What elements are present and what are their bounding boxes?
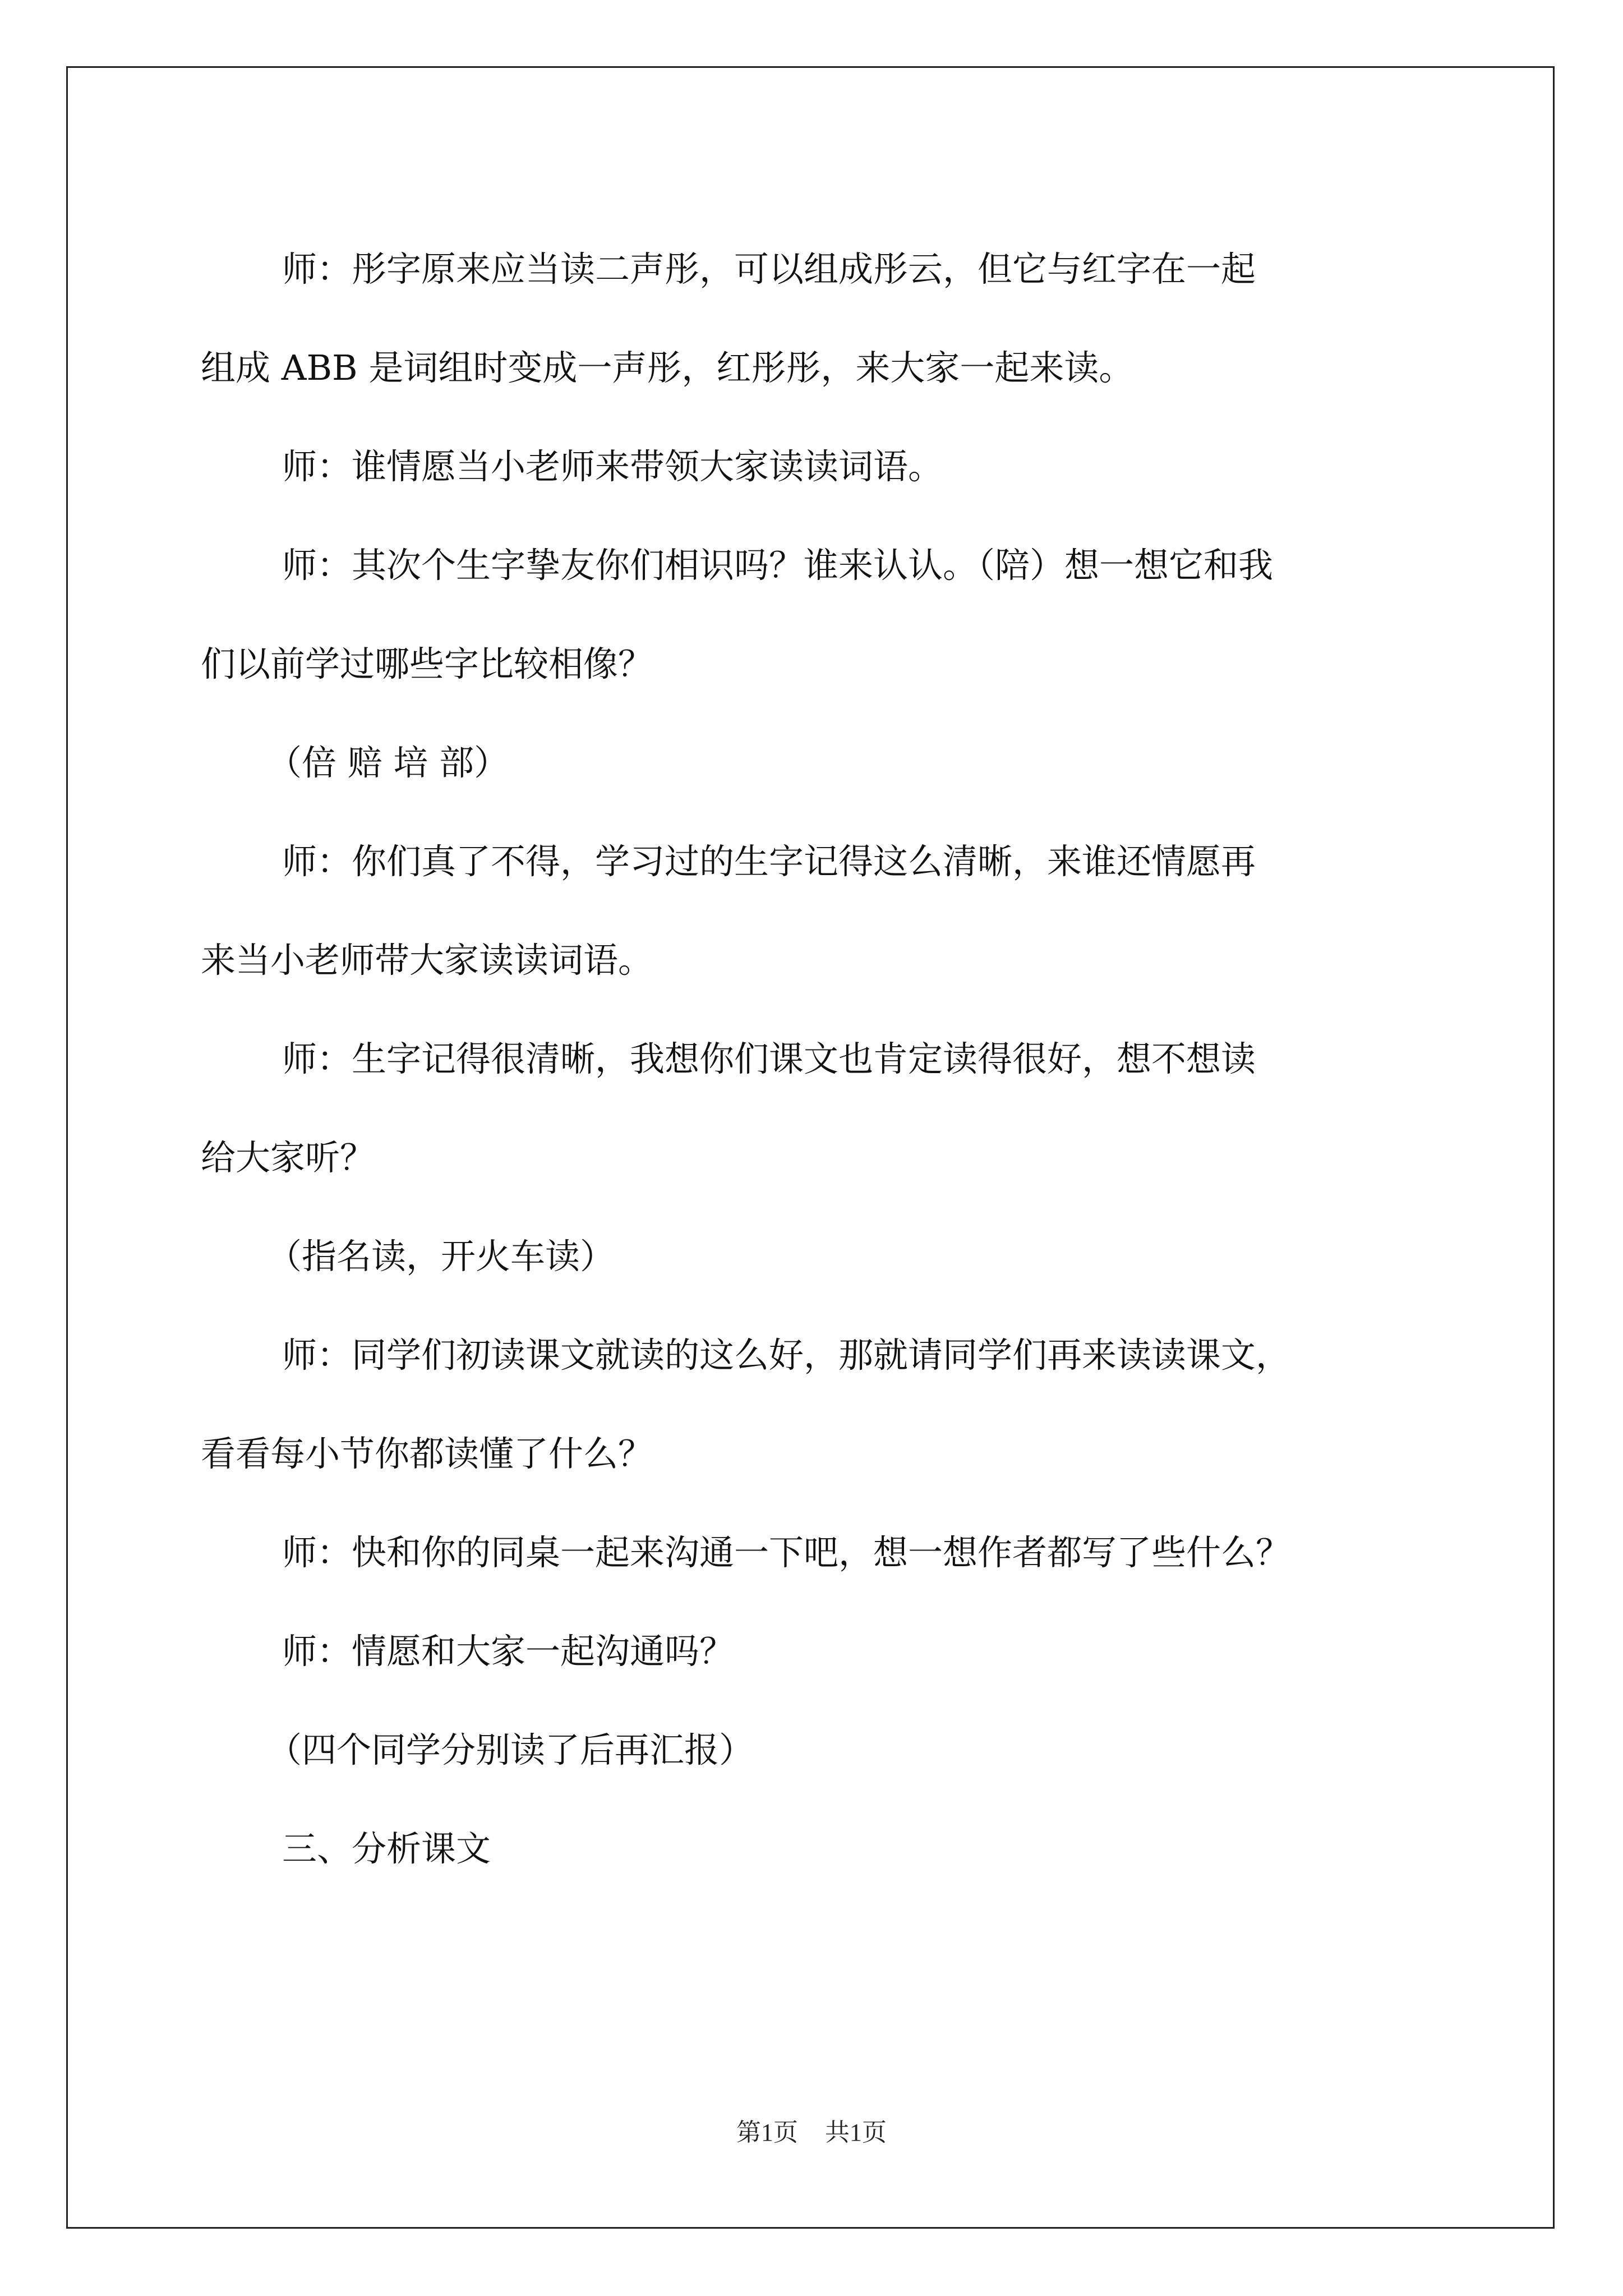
paragraph: （指名读，开火车读） (267, 1236, 615, 1277)
paragraph: 组成 ABB 是词组时变成一声彤，红彤彤，来大家一起来读。 (201, 347, 1134, 388)
page-number: 第1页 (736, 2119, 798, 2146)
document-body (201, 220, 1435, 1898)
paragraph: 来当小老师带大家读读词语。 (201, 940, 653, 981)
paragraph: 师：你们真了不得，学习过的生字记得这么清晰，来谁还情愿再 (282, 841, 1256, 882)
page-footer (0, 2112, 1623, 2148)
paragraph: 师：同学们初读课文就读的这么好，那就请同学们再来读读课文， (282, 1335, 1291, 1375)
paragraph: 给大家听？ (201, 1137, 375, 1178)
paragraph: 们以前学过哪些字比较相像？ (201, 643, 653, 684)
paragraph: 师：情愿和大家一起沟通吗？ (282, 1631, 735, 1672)
paragraph: 师：快和你的同桌一起来沟通一下吧，想一想作者都写了些什么？ (282, 1532, 1291, 1573)
page-total: 共1页 (825, 2119, 887, 2146)
paragraph: 师：谁情愿当小老师来带领大家读读词语。 (282, 446, 943, 487)
section-heading: 三、分析课文 (282, 1828, 491, 1869)
paragraph: 师：其次个生字挚友你们相识吗？谁来认认。（陪）想一想它和我 (282, 545, 1274, 586)
paragraph: （倍 赔 培 部） (267, 742, 509, 783)
paragraph: 师：彤字原来应当读二声彤，可以组成彤云，但它与红字在一起 (282, 249, 1256, 289)
paragraph: 看看每小节你都读懂了什么？ (201, 1433, 653, 1474)
paragraph: 师：生字记得很清晰，我想你们课文也肯定读得很好，想不想读 (282, 1038, 1256, 1079)
paragraph: （四个同学分别读了后再汇报） (267, 1729, 754, 1770)
